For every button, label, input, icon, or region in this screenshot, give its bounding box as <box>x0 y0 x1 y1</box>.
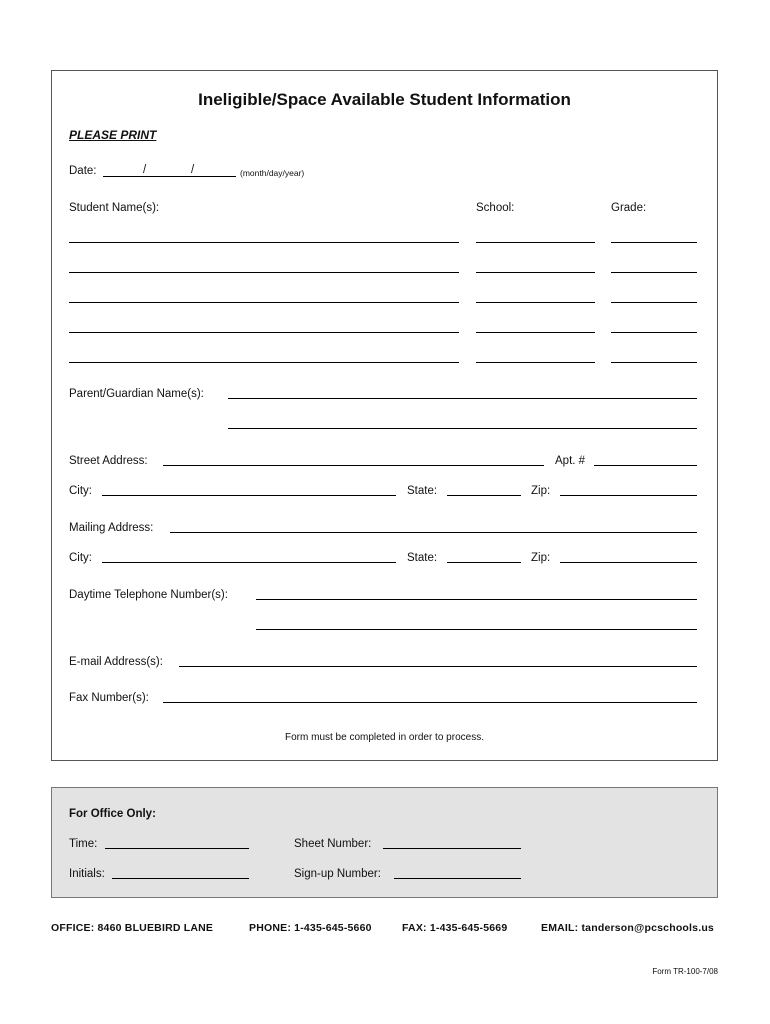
student-grade-field[interactable] <box>611 272 697 273</box>
initials-field[interactable] <box>112 878 249 879</box>
student-name-field[interactable] <box>69 302 459 303</box>
email-field[interactable] <box>179 666 697 667</box>
date-label: Date: <box>69 165 97 177</box>
student-name-field[interactable] <box>69 362 459 363</box>
parent-label: Parent/Guardian Name(s): <box>69 388 204 400</box>
time-field[interactable] <box>105 848 249 849</box>
signup-number-label: Sign-up Number: <box>294 868 381 880</box>
student-names-label: Student Name(s): <box>69 202 160 214</box>
fax-field[interactable] <box>163 702 697 703</box>
mailing-address-label: Mailing Address: <box>69 522 154 534</box>
mailing-address-field[interactable] <box>170 532 697 533</box>
apt-field[interactable] <box>594 465 697 466</box>
daytime-phone-field-2[interactable] <box>256 629 697 630</box>
parent-field-2[interactable] <box>228 428 697 429</box>
footer-phone: PHONE: 1-435-645-5660 <box>249 922 372 934</box>
parent-field-1[interactable] <box>228 398 697 399</box>
state-label: State: <box>407 485 438 497</box>
student-grade-field[interactable] <box>611 242 697 243</box>
signup-number-field[interactable] <box>394 878 521 879</box>
date-format-hint: (month/day/year) <box>240 168 305 178</box>
student-school-field[interactable] <box>476 302 595 303</box>
student-school-field[interactable] <box>476 332 595 333</box>
zip-label: Zip: <box>531 485 551 497</box>
student-name-field[interactable] <box>69 272 459 273</box>
student-name-field[interactable] <box>69 242 459 243</box>
footer-fax: FAX: 1-435-645-5669 <box>402 922 508 934</box>
school-label: School: <box>476 202 515 214</box>
street-address-field[interactable] <box>163 465 544 466</box>
city-label: City: <box>69 485 92 497</box>
sheet-number-label: Sheet Number: <box>294 838 372 850</box>
date-slash-1: / <box>143 164 147 176</box>
office-only-panel <box>51 787 718 898</box>
completion-note: Form must be completed in order to process. <box>285 732 484 743</box>
student-name-field[interactable] <box>69 332 459 333</box>
mailing-state-label: State: <box>407 552 438 564</box>
street-address-label: Street Address: <box>69 455 148 467</box>
apt-label: Apt. # <box>555 455 586 467</box>
mailing-city-label: City: <box>69 552 92 564</box>
student-grade-field[interactable] <box>611 332 697 333</box>
daytime-phone-label: Daytime Telephone Number(s): <box>69 589 228 601</box>
form-number: Form TR-100-7/08 <box>652 967 718 976</box>
city-field[interactable] <box>102 495 396 496</box>
sheet-number-field[interactable] <box>383 848 521 849</box>
mailing-state-field[interactable] <box>447 562 521 563</box>
footer-email: EMAIL: tanderson@pcschools.us <box>541 922 714 934</box>
grade-label: Grade: <box>611 202 647 214</box>
mailing-zip-label: Zip: <box>531 552 551 564</box>
footer-office: OFFICE: 8460 BLUEBIRD LANE <box>51 922 214 934</box>
student-grade-field[interactable] <box>611 362 697 363</box>
time-label: Time: <box>69 838 98 850</box>
date-field[interactable] <box>103 176 236 177</box>
daytime-phone-field-1[interactable] <box>256 599 697 600</box>
mailing-zip-field[interactable] <box>560 562 697 563</box>
office-only-heading: For Office Only: <box>69 808 156 820</box>
zip-field[interactable] <box>560 495 697 496</box>
email-label: E-mail Address(s): <box>69 656 163 668</box>
student-school-field[interactable] <box>476 242 595 243</box>
fax-label: Fax Number(s): <box>69 692 149 704</box>
initials-label: Initials: <box>69 868 105 880</box>
student-school-field[interactable] <box>476 272 595 273</box>
form-title: Ineligible/Space Available Student Information <box>198 90 571 109</box>
date-slash-2: / <box>191 164 195 176</box>
state-field[interactable] <box>447 495 521 496</box>
please-print-label: PLEASE PRINT <box>69 128 157 142</box>
student-grade-field[interactable] <box>611 302 697 303</box>
mailing-city-field[interactable] <box>102 562 396 563</box>
student-school-field[interactable] <box>476 362 595 363</box>
